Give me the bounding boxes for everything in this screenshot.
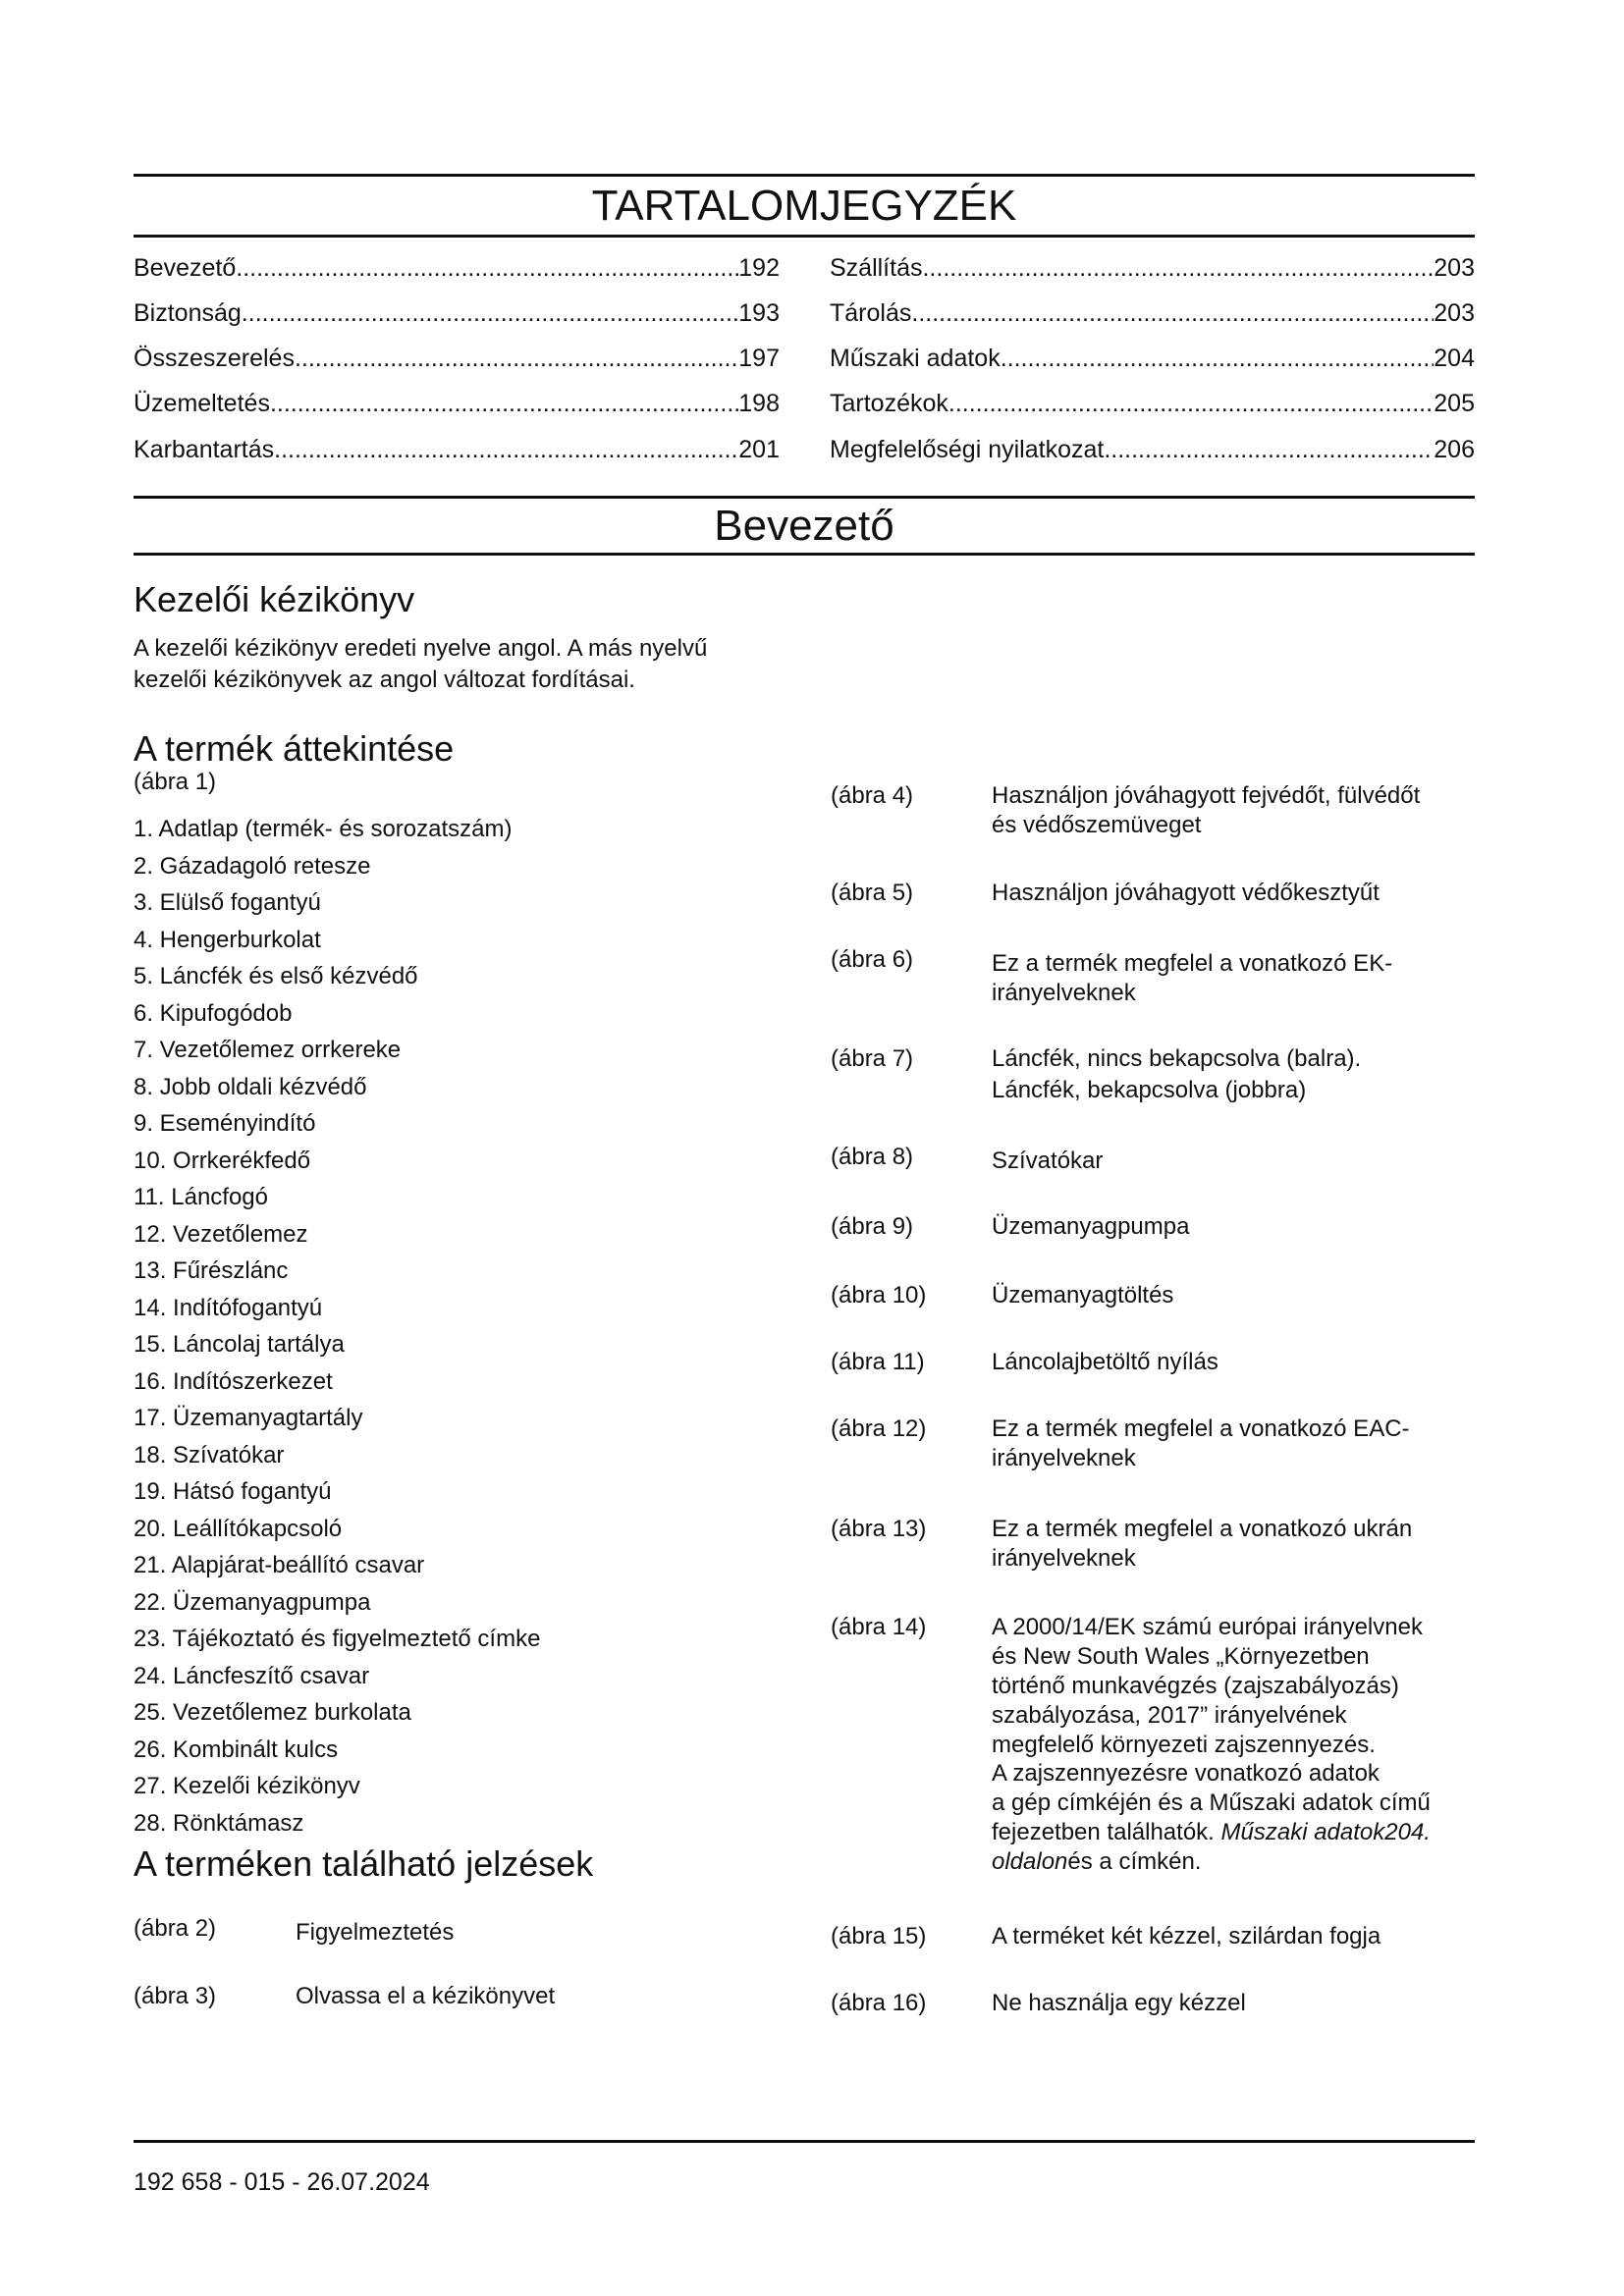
manual-heading: Kezelői kézikönyv bbox=[134, 579, 415, 619]
list-item: 6. Kipufogódob bbox=[134, 999, 293, 1027]
toc-entry-label: Összeszerelés bbox=[134, 345, 295, 372]
marking-ref: (ábra 2) bbox=[134, 1915, 217, 1942]
manual-text-line-1: A kezelői kézikönyv eredeti nyelve angol. A más nyelvű bbox=[134, 635, 708, 662]
list-item: 25. Vezetőlemez burkolata bbox=[134, 1699, 411, 1726]
crossref-link[interactable]: Műszaki adatok204. bbox=[1220, 1819, 1431, 1845]
list-item: 13. Fűrészlánc bbox=[134, 1257, 289, 1284]
marking-desc: és a címkén. bbox=[1067, 1848, 1202, 1875]
marking-desc: Szívatókar bbox=[992, 1148, 1104, 1174]
list-item: 14. Indítófogantyú bbox=[134, 1294, 323, 1321]
toc-top-rule bbox=[134, 174, 1475, 177]
overview-figure-ref: (ábra 1) bbox=[134, 769, 217, 795]
marking-desc-line-last bbox=[992, 1818, 1431, 1847]
marking-ref: (ábra 3) bbox=[134, 1983, 217, 2009]
marking-desc: Üzemanyagpumpa bbox=[992, 1213, 1190, 1240]
marking-desc: Ez a termék megfelel a vonatkozó ukrán bbox=[992, 1516, 1413, 1542]
list-item: 23. Tájékoztató és figyelmeztető címke bbox=[134, 1626, 541, 1652]
marking-desc: Láncfék, nincs bekapcsolva (balra). bbox=[992, 1045, 1362, 1072]
toc-entry-bevezeto[interactable] bbox=[134, 253, 780, 283]
marking-desc: fejezetben találhatók. bbox=[992, 1819, 1215, 1845]
marking-desc: és védőszemüveget bbox=[992, 812, 1202, 838]
list-item: 5. Láncfék és első kézvédő bbox=[134, 963, 418, 989]
toc-entry-tarolas[interactable] bbox=[830, 298, 1475, 328]
marking-desc: Ez a termék megfelel a vonatkozó EAC- bbox=[992, 1415, 1410, 1442]
toc-entry-label: Bevezető bbox=[134, 254, 237, 282]
overview-heading: A termék áttekintése bbox=[134, 728, 455, 769]
list-item: 27. Kezelői kézikönyv bbox=[134, 1773, 360, 1799]
list-item: 24. Láncfeszítő csavar bbox=[134, 1662, 370, 1689]
marking-desc: Olvassa el a kézikönyvet bbox=[296, 1983, 556, 2009]
marking-desc: irányelveknek bbox=[992, 980, 1136, 1006]
toc-entry-page: 205 bbox=[1434, 390, 1475, 417]
footer-doc-code: 192 658 - 015 - 26.07.2024 bbox=[134, 2168, 430, 2196]
intro-bottom-rule bbox=[134, 553, 1475, 556]
marking-desc: Használjon jóváhagyott védőkesztyűt bbox=[992, 880, 1380, 906]
toc-entry-tartozekok[interactable] bbox=[830, 389, 1475, 418]
marking-ref: (ábra 6) bbox=[831, 946, 914, 973]
marking-ref: (ábra 12) bbox=[831, 1415, 927, 1442]
marking-desc: irányelveknek bbox=[992, 1445, 1136, 1471]
marking-desc: Ez a termék megfelel a vonatkozó EK- bbox=[992, 950, 1393, 977]
marking-ref: (ábra 14) bbox=[831, 1614, 927, 1640]
marking-desc: Láncolajbetöltő nyílás bbox=[992, 1349, 1218, 1375]
toc-entry-label: Üzemeltetés bbox=[134, 390, 270, 417]
toc-entry-label: Megfelelőségi nyilatkozat bbox=[830, 436, 1105, 463]
marking-desc: Üzemanyagtöltés bbox=[992, 1282, 1174, 1308]
list-item: 2. Gázadagoló retesze bbox=[134, 852, 371, 880]
marking-ref: (ábra 10) bbox=[831, 1282, 927, 1308]
marking-ref: (ábra 13) bbox=[831, 1516, 927, 1542]
toc-entry-osszeszereles[interactable] bbox=[134, 344, 780, 373]
list-item: 28. Rönktámasz bbox=[134, 1809, 304, 1837]
toc-entry-label: Szállítás bbox=[830, 254, 923, 282]
marking-ref: (ábra 11) bbox=[831, 1349, 925, 1375]
list-item: 26. Kombinált kulcs bbox=[134, 1735, 339, 1763]
list-item: 1. Adatlap (termék- és sorozatszám) bbox=[134, 816, 513, 842]
toc-entry-szallitas[interactable] bbox=[830, 253, 1475, 283]
toc-entry-page: 203 bbox=[1434, 299, 1475, 327]
marking-desc: szabályozása, 2017” irányelvének bbox=[992, 1702, 1347, 1729]
list-item: 3. Elülső fogantyú bbox=[134, 889, 321, 916]
list-item: 22. Üzemanyagpumpa bbox=[134, 1588, 371, 1616]
toc-entry-label: Karbantartás bbox=[134, 436, 275, 463]
toc-entry-megfelelosegi[interactable] bbox=[830, 435, 1475, 464]
toc-entry-page: 197 bbox=[738, 345, 780, 372]
list-item: 9. Eseményindító bbox=[134, 1110, 316, 1137]
list-item: 19. Hátsó fogantyú bbox=[134, 1478, 332, 1505]
marking-desc: irányelveknek bbox=[992, 1545, 1136, 1572]
list-item: 4. Hengerburkolat bbox=[134, 926, 321, 953]
marking-desc: Használjon jóváhagyott fejvédőt, fülvédőt bbox=[992, 782, 1421, 809]
toc-bottom-rule bbox=[134, 235, 1475, 238]
toc-entry-page: 204 bbox=[1434, 345, 1475, 372]
list-item: 21. Alapjárat-beállító csavar bbox=[134, 1552, 425, 1578]
toc-title: TARTALOMJEGYZÉK bbox=[591, 182, 1017, 230]
toc-entry-karbantartas[interactable] bbox=[134, 435, 780, 464]
marking-ref: (ábra 15) bbox=[831, 1923, 927, 1949]
toc-entry-label: Tartozékok bbox=[830, 390, 948, 417]
marking-desc: és New South Wales „Környezetben bbox=[992, 1643, 1370, 1670]
marking-desc: Ne használja egy kézzel bbox=[992, 1990, 1246, 2016]
toc-entry-page: 206 bbox=[1434, 436, 1475, 463]
list-item: 18. Szívatókar bbox=[134, 1441, 285, 1468]
toc-entry-biztonsag[interactable] bbox=[134, 298, 780, 328]
marking-desc: A zajszennyezésre vonatkozó adatok bbox=[992, 1760, 1380, 1787]
marking-desc: Figyelmeztetés bbox=[296, 1919, 455, 1946]
marking-desc: a gép címkéjén és a Műszaki adatok című bbox=[992, 1789, 1431, 1816]
list-item: 7. Vezetőlemez orrkereke bbox=[134, 1037, 402, 1063]
toc-entry-muszaki-adatok[interactable] bbox=[830, 344, 1475, 373]
marking-desc-line-tail bbox=[992, 1847, 1201, 1877]
marking-ref: (ábra 4) bbox=[831, 782, 914, 809]
list-item: 15. Láncolaj tartálya bbox=[134, 1331, 345, 1358]
marking-desc: Láncfék, bekapcsolva (jobbra) bbox=[992, 1077, 1307, 1103]
list-item: 8. Jobb oldali kézvédő bbox=[134, 1073, 367, 1100]
list-item: 17. Üzemanyagtartály bbox=[134, 1405, 363, 1431]
marking-ref: (ábra 16) bbox=[831, 1990, 927, 2016]
marking-ref: (ábra 9) bbox=[831, 1213, 914, 1240]
marking-desc: A 2000/14/EK számú európai irányelvnek bbox=[992, 1614, 1423, 1640]
list-item: 11. Láncfogó bbox=[134, 1184, 269, 1210]
intro-top-rule bbox=[134, 496, 1475, 499]
list-item: 12. Vezetőlemez bbox=[134, 1220, 308, 1248]
marking-desc: történő munkavégzés (zajszabályozás) bbox=[992, 1673, 1399, 1699]
markings-heading: A terméken található jelzések bbox=[134, 1843, 594, 1884]
footer-rule bbox=[134, 2140, 1475, 2143]
marking-ref: (ábra 5) bbox=[831, 880, 914, 906]
toc-entry-label: Biztonság bbox=[134, 299, 242, 327]
toc-entry-page: 201 bbox=[738, 436, 780, 463]
list-item: 16. Indítószerkezet bbox=[134, 1367, 333, 1395]
marking-desc: megfelelő környezeti zajszennyezés. bbox=[992, 1732, 1376, 1758]
toc-entry-page: 203 bbox=[1434, 254, 1475, 282]
marking-ref: (ábra 8) bbox=[831, 1144, 914, 1170]
toc-entry-uzemeltetes[interactable] bbox=[134, 389, 780, 418]
marking-desc: A terméket két kézzel, szilárdan fogja bbox=[992, 1923, 1381, 1949]
toc-entry-label: Műszaki adatok bbox=[830, 345, 1001, 372]
toc-entry-label: Tárolás bbox=[830, 299, 912, 327]
list-item: 20. Leállítókapcsoló bbox=[134, 1515, 343, 1542]
intro-title: Bevezető bbox=[714, 502, 894, 550]
list-item: 10. Orrkerékfedő bbox=[134, 1147, 311, 1174]
toc-entry-page: 198 bbox=[738, 390, 780, 417]
toc-entry-page: 192 bbox=[738, 254, 780, 282]
toc-entry-page: 193 bbox=[738, 299, 780, 327]
manual-text-line-2: kezelői kézikönyvek az angol változat fordításai. bbox=[134, 667, 635, 693]
marking-ref: (ábra 7) bbox=[831, 1045, 914, 1072]
parts-list bbox=[134, 811, 540, 1842]
crossref-link-page[interactable]: oldalon bbox=[992, 1848, 1068, 1875]
